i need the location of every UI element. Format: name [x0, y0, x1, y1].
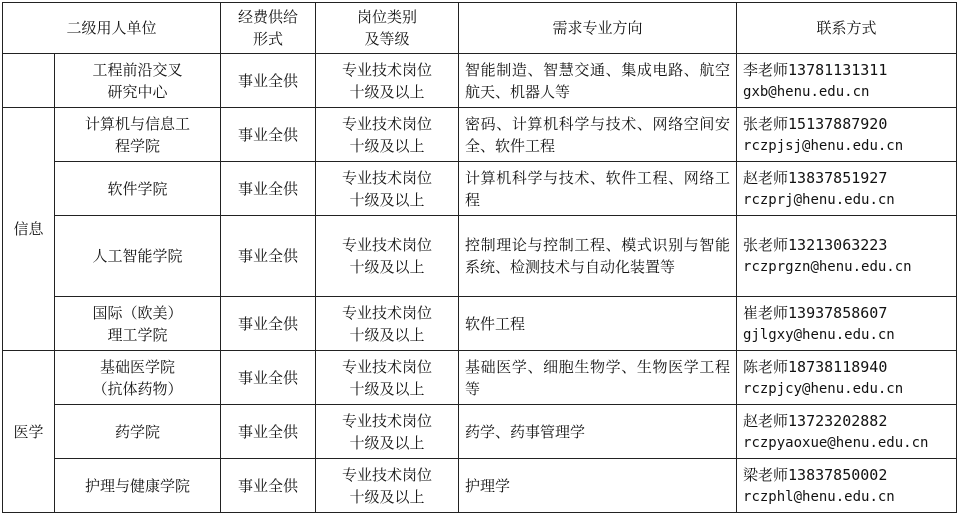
contact-cell: [737, 216, 957, 297]
contact-phone: 13837851927: [788, 168, 888, 187]
contact-phone: 13213063223: [788, 236, 888, 254]
contact-email[interactable]: rczprgzn@henu.edu.cn: [743, 259, 912, 275]
unit-cell: 药学院: [55, 405, 221, 459]
header-major: 需求专业方向: [459, 3, 737, 54]
table-row: [3, 216, 957, 297]
major-cell: 药学、药事管理学: [459, 405, 737, 459]
unit-cell: 基础医学院 （抗体药物）: [55, 351, 221, 405]
post-cell: 专业技术岗位 十级及以上: [316, 108, 459, 162]
post-cell: 专业技术岗位 十级及以上: [316, 405, 459, 459]
contact-phone: 13837850002: [788, 465, 888, 484]
post-cell: 专业技术岗位 十级及以上: [316, 297, 459, 351]
contact-cell: [737, 405, 957, 459]
contact-name: 崔老师: [743, 303, 789, 322]
contact-cell: [737, 54, 957, 108]
post-cell: 专业技术岗位 十级及以上: [316, 459, 459, 513]
funding-cell: 事业全供: [221, 297, 316, 351]
contact-phone: 13781131311: [788, 60, 888, 79]
contact-cell: [737, 162, 957, 216]
unit-cell: 软件学院: [55, 162, 221, 216]
contact-email[interactable]: gxb@henu.edu.cn: [743, 83, 870, 100]
group-label-medical: 医学: [3, 351, 55, 513]
contact-name: 陈老师: [743, 357, 789, 376]
contact-phone: 18738118940: [788, 357, 888, 376]
contact-phone: 13937858607: [788, 303, 888, 322]
major-cell: 智能制造、智慧交通、集成电路、航空航天、机器人等: [459, 54, 737, 108]
contact-name: 李老师: [743, 60, 789, 79]
table-row: [3, 405, 957, 459]
funding-cell: 事业全供: [221, 216, 316, 297]
major-cell: 基础医学、细胞生物学、生物医学工程等: [459, 351, 737, 405]
major-cell: 护理学: [459, 459, 737, 513]
contact-cell: [737, 297, 957, 351]
contact-phone: 13723202882: [788, 411, 888, 430]
table-row: [3, 459, 957, 513]
funding-cell: 事业全供: [221, 405, 316, 459]
contact-email[interactable]: rczpjsj@henu.edu.cn: [743, 137, 904, 154]
contact-email[interactable]: rczpyaoxue@henu.edu.cn: [743, 434, 929, 451]
contact-phone: 15137887920: [788, 114, 888, 133]
major-cell: 控制理论与控制工程、模式识别与智能系统、检测技术与自动化装置等: [459, 216, 737, 297]
contact-name: 赵老师: [743, 168, 789, 187]
funding-cell: 事业全供: [221, 108, 316, 162]
unit-cell: 工程前沿交叉 研究中心: [55, 54, 221, 108]
table-row: [3, 108, 957, 162]
post-cell: 专业技术岗位 十级及以上: [316, 351, 459, 405]
post-cell: 专业技术岗位 十级及以上: [316, 54, 459, 108]
table-row: [3, 162, 957, 216]
unit-cell: 计算机与信息工 程学院: [55, 108, 221, 162]
header-unit: 二级用人单位: [3, 3, 221, 54]
contact-cell: [737, 108, 957, 162]
contact-email[interactable]: rczpjcy@henu.edu.cn: [743, 380, 904, 397]
unit-cell: 护理与健康学院: [55, 459, 221, 513]
header-funding: 经费供给 形式: [221, 3, 316, 54]
contact-cell: [737, 459, 957, 513]
contact-cell: [737, 351, 957, 405]
header-post: 岗位类别 及等级: [316, 3, 459, 54]
funding-cell: 事业全供: [221, 162, 316, 216]
post-cell: 专业技术岗位 十级及以上: [316, 216, 459, 297]
group-label-info: 信息: [3, 108, 55, 351]
contact-name: 赵老师: [743, 411, 789, 430]
table-row: [3, 297, 957, 351]
funding-cell: 事业全供: [221, 351, 316, 405]
table-row: [3, 54, 957, 108]
contact-email[interactable]: rczprj@henu.edu.cn: [743, 191, 895, 208]
recruitment-table: [2, 2, 957, 513]
major-cell: 密码、计算机科学与技术、网络空间安全、软件工程: [459, 108, 737, 162]
major-cell: 计算机科学与技术、软件工程、网络工程: [459, 162, 737, 216]
major-cell: 软件工程: [459, 297, 737, 351]
post-cell: 专业技术岗位 十级及以上: [316, 162, 459, 216]
unit-cell: 国际（欧美） 理工学院: [55, 297, 221, 351]
contact-email[interactable]: gjlgxy@henu.edu.cn: [743, 326, 895, 343]
header-contact: 联系方式: [737, 3, 957, 54]
group-cell-empty: [3, 54, 55, 108]
contact-name: 张老师: [743, 236, 789, 254]
contact-email[interactable]: rczphl@henu.edu.cn: [743, 488, 895, 505]
unit-cell: 人工智能学院: [55, 216, 221, 297]
contact-name: 梁老师: [743, 465, 789, 484]
table-row: [3, 351, 957, 405]
funding-cell: 事业全供: [221, 459, 316, 513]
funding-cell: 事业全供: [221, 54, 316, 108]
table-header-row: [3, 3, 957, 54]
contact-name: 张老师: [743, 114, 789, 133]
